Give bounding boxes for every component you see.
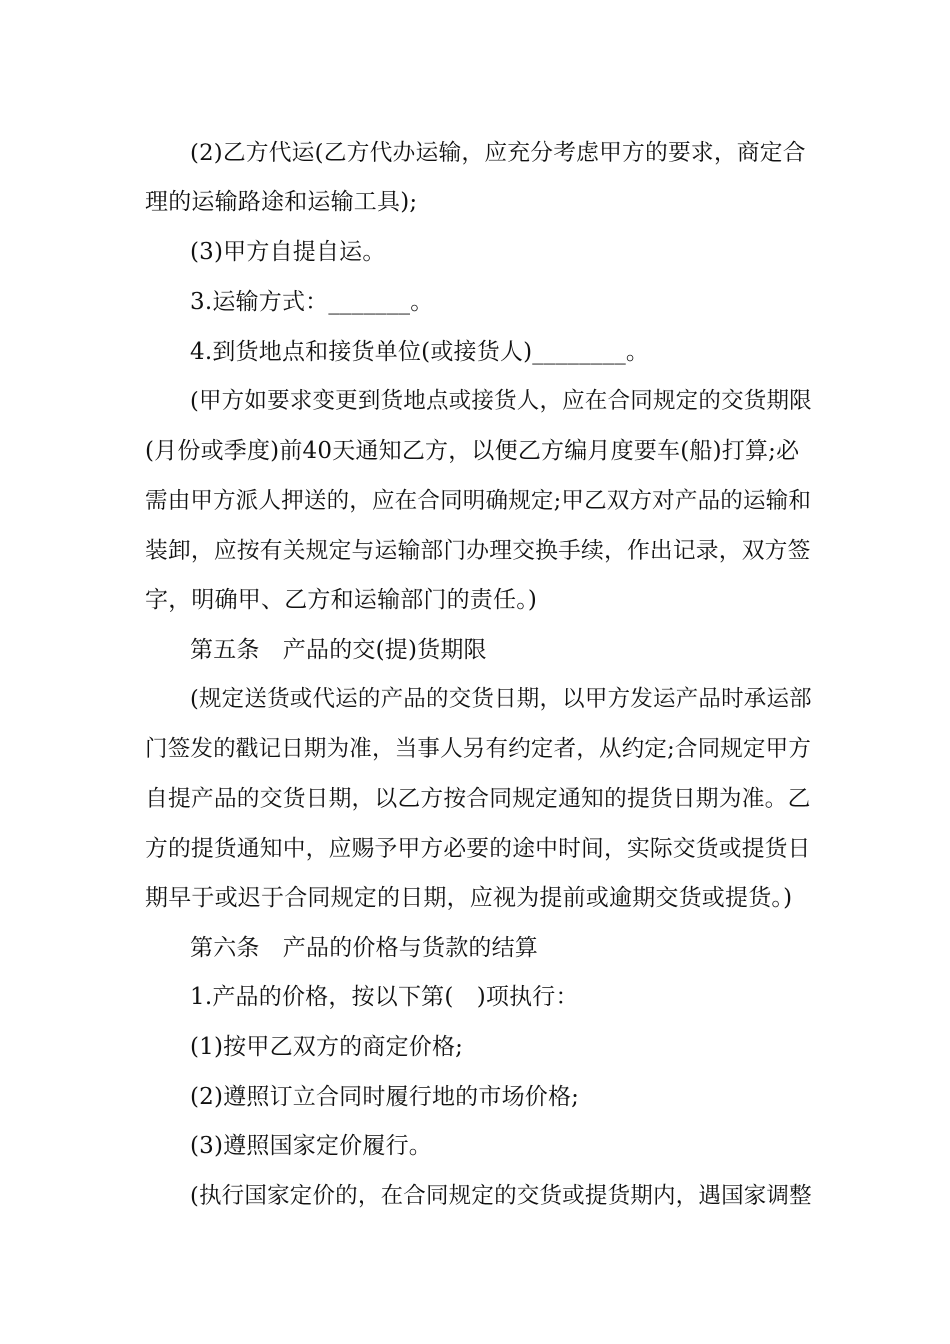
text-line: 期早于或迟于合同规定的日期，应视为提前或逾期交货或提货。) [145,885,793,911]
text-line: (月份或季度)前40天通知乙方，以便乙方编月度要车(船)打算;必 [145,438,800,464]
text-line: 3.运输方式：_______。 [190,289,434,315]
text-line: 字，明确甲、乙方和运输部门的责任。) [145,587,538,613]
text-line: (2)乙方代运(乙方代办运输，应充分考虑甲方的要求，商定合 [190,140,806,166]
text-line: (执行国家定价的，在合同规定的交货或提货期内，遇国家调整 [190,1183,812,1209]
text-line: 方的提货通知中，应赐予甲方必要的途中时间，实际交货或提货日 [145,836,811,862]
text-line: 需由甲方派人押送的，应在合同明确规定;甲乙双方对产品的运输和 [145,488,812,514]
text-line: 自提产品的交货日期，以乙方按合同规定通知的提货日期为准。乙 [145,786,811,812]
text-line: 理的运输路途和运输工具); [145,189,418,215]
text-line: 4.到货地点和接货单位(或接货人)________。 [190,339,650,365]
text-line: (2)遵照订立合同时履行地的市场价格; [190,1084,580,1110]
text-line: (3)遵照国家定价履行。 [190,1133,432,1159]
text-line: (1)按甲乙双方的商定价格; [190,1034,464,1060]
text-line: 1.产品的价格，按以下第( )项执行： [190,984,579,1010]
text-line: (甲方如要求变更到货地点或接货人，应在合同规定的交货期限 [190,388,812,414]
section-heading: 第五条 产品的交(提)货期限 [190,637,487,663]
section-heading: 第六条 产品的价格与货款的结算 [190,935,538,961]
text-line: (规定送货或代运的产品的交货日期，以甲方发运产品时承运部 [190,686,812,712]
text-line: 门签发的戳记日期为准，当事人另有约定者，从约定;合同规定甲方 [145,736,812,762]
text-line: (3)甲方自提自运。 [190,239,386,265]
text-line: 装卸，应按有关规定与运输部门办理交换手续，作出记录，双方签 [145,538,811,564]
